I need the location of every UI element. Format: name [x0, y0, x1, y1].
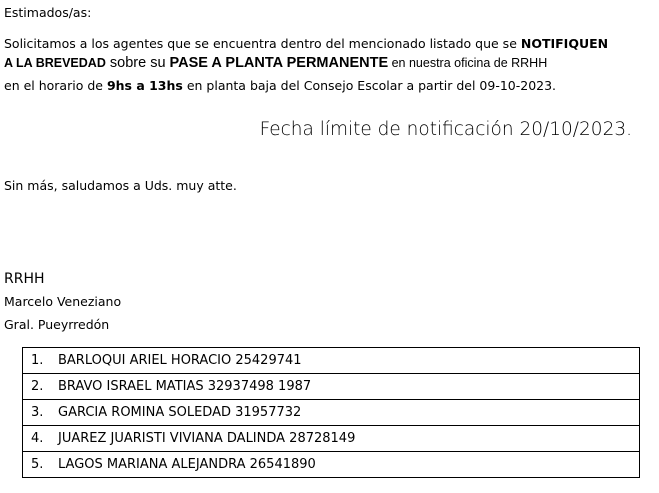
- body-line-3-text-a: en el horario de: [4, 78, 107, 93]
- agent-cell: [23, 452, 640, 478]
- permanent-staff-emphasis: PASE A PLANTA PERMANENTE: [169, 55, 389, 71]
- agent-name: JUAREZ JUARISTI VIVIANA DALINDA 28728149: [58, 431, 356, 446]
- signature-department: RRHH: [4, 271, 45, 287]
- body-line-3: [4, 78, 556, 94]
- agent-cell: [23, 400, 640, 426]
- agent-number: 1.: [31, 353, 44, 368]
- agent-number: 2.: [31, 379, 44, 394]
- agent-name: LAGOS MARIANA ALEJANDRA 26541890: [58, 457, 316, 472]
- agent-cell: [23, 348, 640, 374]
- table-row: [23, 374, 640, 400]
- agent-name: GARCIA ROMINA SOLEDAD 31957732: [58, 405, 302, 420]
- agents-table: [22, 347, 640, 478]
- body-line-2-text-a: sobre su: [105, 55, 170, 71]
- body-line-2: [4, 55, 547, 71]
- signature-location: Gral. Pueyrredón: [4, 317, 110, 332]
- agent-cell: [23, 426, 640, 452]
- body-line-1: [4, 36, 608, 52]
- body-line-1-text: Solicitamos a los agentes que se encuentra dentro del mencionado listado que se: [4, 36, 521, 51]
- table-row: [23, 426, 640, 452]
- body-line-2-text-b: en nuestra oficina de RRHH: [388, 56, 548, 70]
- agent-number: 4.: [31, 431, 44, 446]
- deadline-notice: Fecha límite de notificación 20/10/2023.: [259, 119, 632, 140]
- body-line-3-text-b: en planta baja del Consejo Escolar a partir del 09-10-2023.: [182, 78, 557, 93]
- closing-line: Sin más, saludamos a Uds. muy atte.: [4, 178, 237, 193]
- agent-name: BRAVO ISRAEL MATIAS 32937498 1987: [58, 379, 312, 394]
- agent-number: 5.: [31, 457, 44, 472]
- urgency-emphasis: A LA BREVEDAD: [4, 56, 106, 70]
- signature-name: Marcelo Veneziano: [4, 294, 122, 309]
- office-hours-emphasis: 9hs a 13hs: [106, 78, 183, 93]
- table-row: [23, 452, 640, 478]
- agent-cell: [23, 374, 640, 400]
- greeting: Estimados/as:: [4, 5, 92, 20]
- notify-emphasis: NOTIFIQUEN: [520, 36, 609, 51]
- table-row: [23, 348, 640, 374]
- table-row: [23, 400, 640, 426]
- agent-name: BARLOQUI ARIEL HORACIO 25429741: [58, 353, 302, 368]
- agent-number: 3.: [31, 405, 44, 420]
